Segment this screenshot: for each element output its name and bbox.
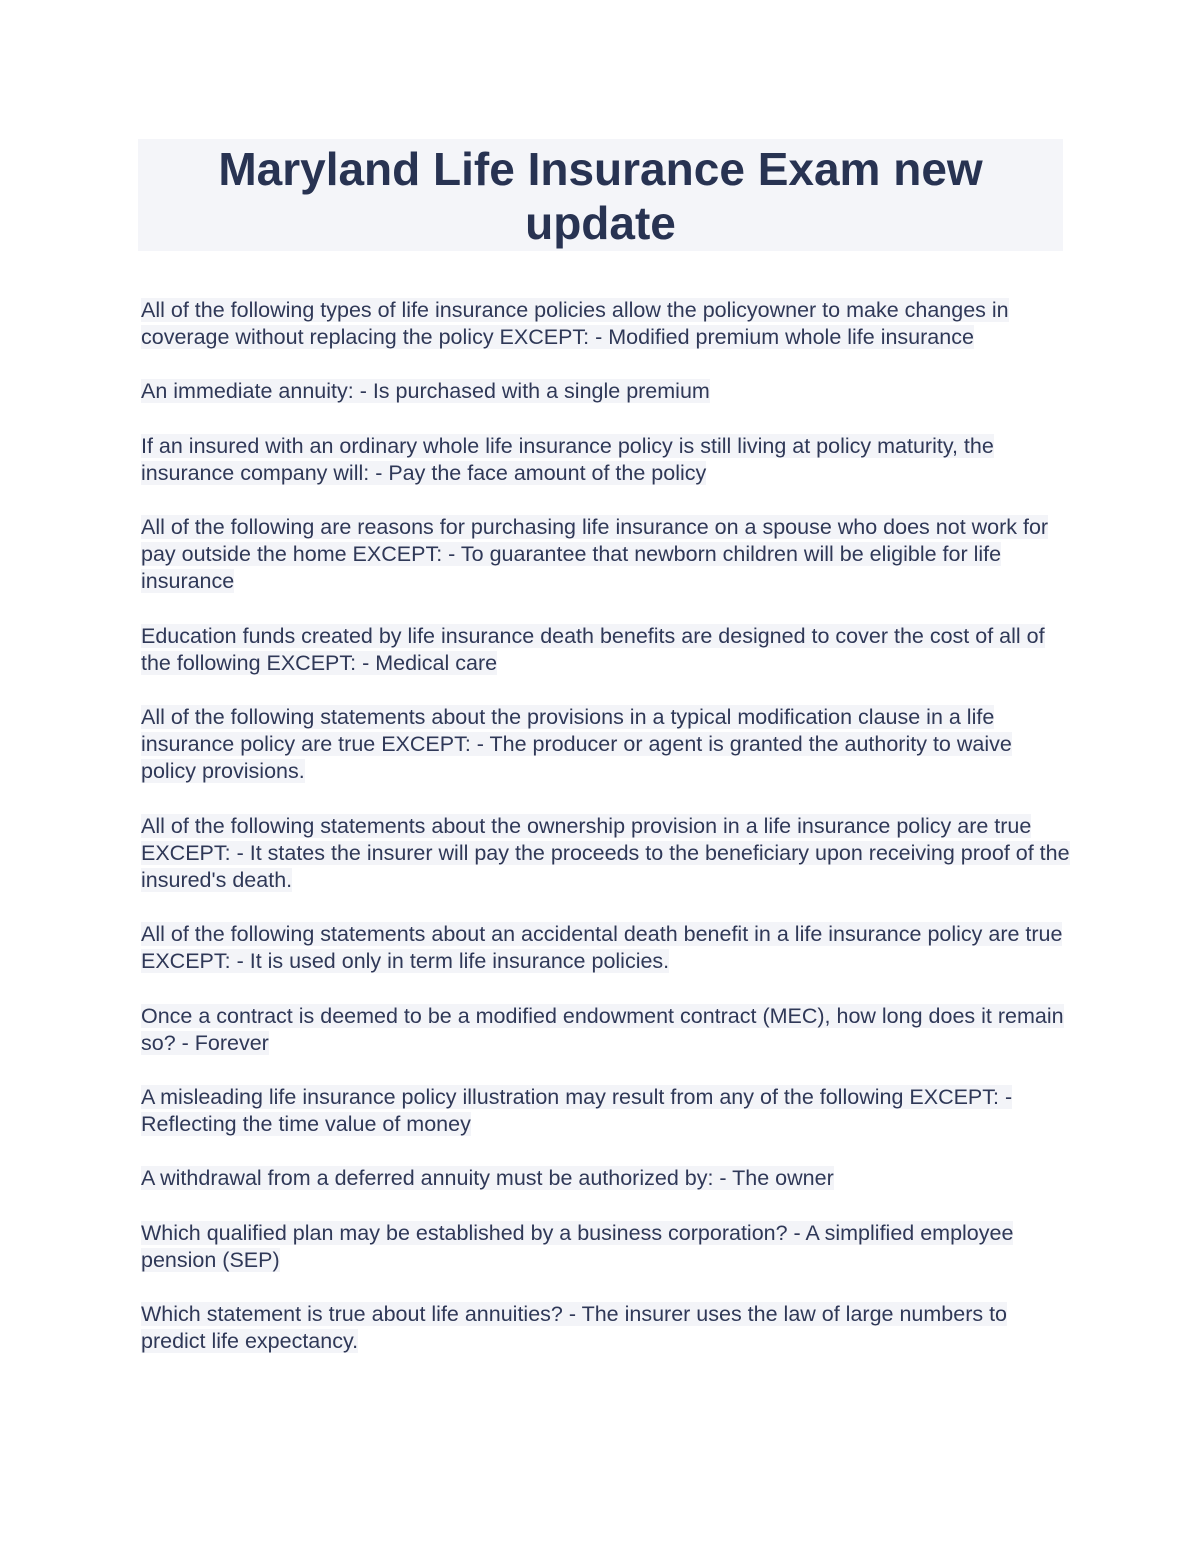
- title-banner: [138, 139, 1063, 251]
- qa-item: [141, 1084, 1071, 1138]
- qa-text: All of the following statements about an accidental death benefit in a life insurance policy are true EXCEPT: - It is used only in term life insurance policies.: [141, 922, 1063, 974]
- qa-item: [141, 297, 1071, 351]
- qa-item: [141, 921, 1071, 975]
- qa-text: A misleading life insurance policy illustration may result from any of the following EXCEPT: - Reflecting the time value of money: [141, 1085, 1013, 1137]
- qa-text: All of the following statements about the ownership provision in a life insurance policy are true EXCEPT: - It states the insurer will pay the proceeds to the beneficiary upon receiving proof of the insured's death.: [141, 813, 1070, 893]
- qa-text: All of the following statements about the provisions in a typical modification clause in a life insurance policy are true EXCEPT: - The producer or agent is granted the authority to waive policy provisions.: [141, 705, 1012, 784]
- qa-text: All of the following types of life insurance policies allow the policyowner to make changes in coverage without replacing the policy EXCEPT: - Modified premium whole life insurance: [141, 298, 1009, 350]
- qa-item: [141, 1220, 1071, 1274]
- qa-text: Which qualified plan may be established by a business corporation? - A simplified employee pension (SEP): [141, 1220, 1014, 1272]
- document-title: Maryland Life Insurance Exam new update: [218, 143, 983, 249]
- qa-item: [141, 813, 1071, 895]
- qa-item: [141, 1301, 1071, 1355]
- qa-text: All of the following are reasons for purchasing life insurance on a spouse who does not work for pay outside the home EXCEPT: - To guarantee that newborn children will be eligible for life insurance: [141, 515, 1049, 594]
- qa-item: [141, 433, 1071, 487]
- qa-text: If an insured with an ordinary whole life insurance policy is still living at policy maturity, the insurance company will: - Pay the face amount of the policy: [141, 433, 994, 485]
- qa-item: [141, 1003, 1071, 1057]
- qa-text: A withdrawal from a deferred annuity must be authorized by: - The owner: [141, 1166, 834, 1191]
- qa-item: [141, 704, 1071, 786]
- qa-text: Which statement is true about life annuities? - The insurer uses the law of large numbers to predict life expectancy.: [141, 1302, 1008, 1354]
- qa-item: [141, 1165, 1071, 1192]
- qa-list: [141, 297, 1071, 1382]
- qa-text: Education funds created by life insurance death benefits are designed to cover the cost of all of the following EXCEPT: - Medical care: [141, 623, 1045, 675]
- qa-text: An immediate annuity: - Is purchased with a single premium: [141, 379, 710, 404]
- qa-item: [141, 378, 1071, 405]
- qa-item: [141, 623, 1071, 677]
- qa-text: Once a contract is deemed to be a modified endowment contract (MEC), how long does it remain so? - Forever: [141, 1003, 1064, 1055]
- qa-item: [141, 514, 1071, 596]
